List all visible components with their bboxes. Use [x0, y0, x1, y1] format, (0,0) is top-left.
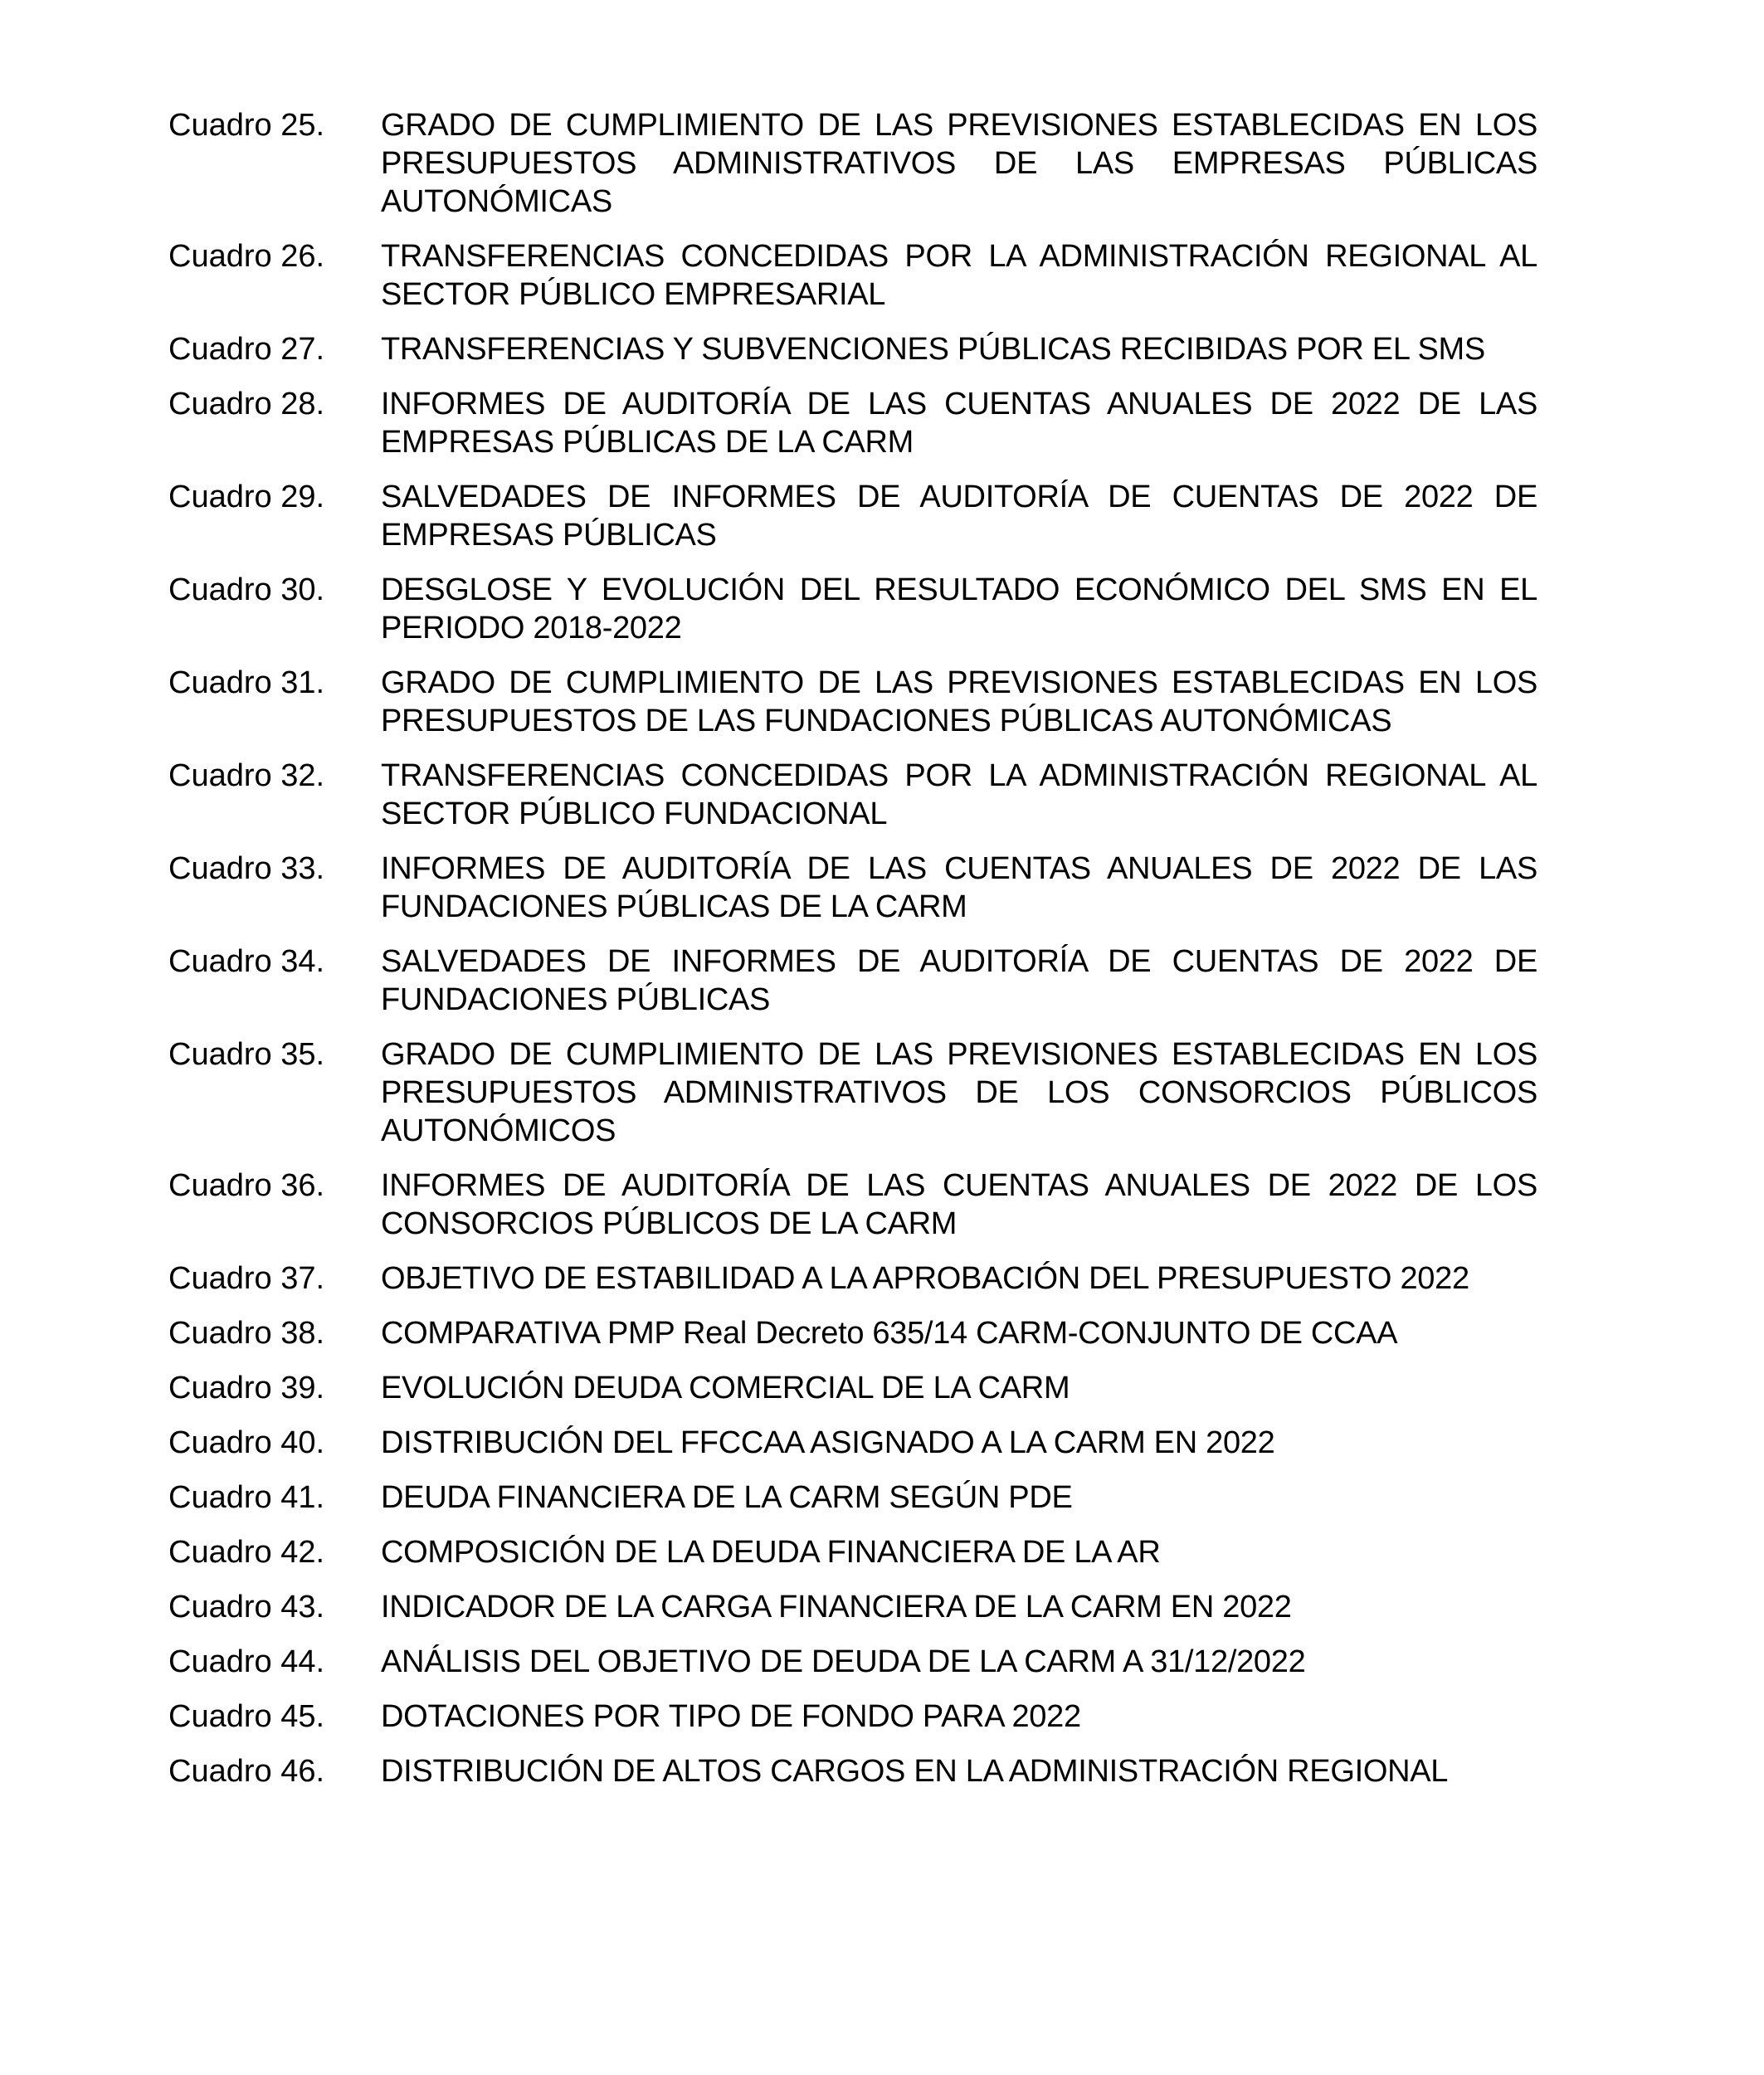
toc-entry-title: DESGLOSE Y EVOLUCIÓN DEL RESULTADO ECONÓMICO DEL SMS EN EL PERIODO 2018-2022 — [381, 572, 1537, 645]
toc-entry-number: Cuadro 27. — [168, 332, 325, 367]
toc-entry — [168, 1752, 1537, 1790]
toc-entry-title: ANÁLISIS DEL OBJETIVO DE DEUDA DE LA CARM A 31/12/2022 — [381, 1644, 1306, 1679]
toc-entry-title: GRADO DE CUMPLIMIENTO DE LAS PREVISIONES ESTABLECIDAS EN LOS PRESUPUESTOS ADMINISTRATIVOS DE LAS EMPRESAS PÚBLICAS AUTONÓMICAS — [381, 108, 1537, 219]
toc-entry-title: COMPARATIVA PMP Real Decreto 635/14 CARM-CONJUNTO DE CCAA — [381, 1316, 1398, 1351]
toc-entry-number: Cuadro 45. — [168, 1699, 325, 1734]
toc-entry — [168, 1698, 1537, 1736]
toc-entry-title: DISTRIBUCIÓN DE ALTOS CARGOS EN LA ADMINISTRACIÓN REGIONAL — [381, 1754, 1449, 1789]
toc-entry-number: Cuadro 44. — [168, 1644, 325, 1679]
toc-entry — [168, 1643, 1537, 1681]
toc-entry-number: Cuadro 43. — [168, 1590, 325, 1624]
toc-entry-number: Cuadro 39. — [168, 1371, 325, 1405]
toc-entry — [168, 757, 1537, 833]
toc-entry-number: Cuadro 28. — [168, 387, 325, 421]
toc-entry — [168, 330, 1537, 368]
toc-entry — [168, 943, 1537, 1019]
toc-entry — [168, 1478, 1537, 1517]
toc-entry — [168, 1588, 1537, 1626]
toc-entry — [168, 571, 1537, 647]
toc-entry-title: COMPOSICIÓN DE LA DEUDA FINANCIERA DE LA AR — [381, 1535, 1161, 1570]
toc-entry — [168, 1167, 1537, 1243]
toc-entry-number: Cuadro 42. — [168, 1535, 325, 1570]
toc-entry-number: Cuadro 33. — [168, 851, 325, 886]
toc-entry-title: EVOLUCIÓN DEUDA COMERCIAL DE LA CARM — [381, 1371, 1070, 1405]
toc-entry-number: Cuadro 26. — [168, 239, 325, 274]
toc-entry-number: Cuadro 25. — [168, 108, 325, 143]
toc-entry — [168, 1259, 1537, 1298]
toc-entry-title: SALVEDADES DE INFORMES DE AUDITORÍA DE CUENTAS DE 2022 DE EMPRESAS PÚBLICAS — [381, 480, 1537, 553]
toc-entry-number: Cuadro 30. — [168, 572, 325, 607]
toc-entry-title: DOTACIONES POR TIPO DE FONDO PARA 2022 — [381, 1699, 1081, 1734]
toc-entry — [168, 478, 1537, 554]
toc-entry-number: Cuadro 36. — [168, 1168, 325, 1203]
toc-entry-title: TRANSFERENCIAS CONCEDIDAS POR LA ADMINISTRACIÓN REGIONAL AL SECTOR PÚBLICO EMPRESARIAL — [381, 239, 1537, 312]
toc-entry-title: INFORMES DE AUDITORÍA DE LAS CUENTAS ANUALES DE 2022 DE LAS FUNDACIONES PÚBLICAS DE LA CARM — [381, 851, 1537, 924]
table-of-contents-list — [168, 106, 1537, 1807]
toc-entry — [168, 1314, 1537, 1352]
toc-entry — [168, 1035, 1537, 1150]
toc-entry-number: Cuadro 35. — [168, 1037, 325, 1072]
toc-entry-title: TRANSFERENCIAS CONCEDIDAS POR LA ADMINISTRACIÓN REGIONAL AL SECTOR PÚBLICO FUNDACIONAL — [381, 758, 1537, 831]
toc-entry-title: OBJETIVO DE ESTABILIDAD A LA APROBACIÓN DEL PRESUPUESTO 2022 — [381, 1261, 1469, 1296]
toc-entry — [168, 106, 1537, 221]
toc-entry — [168, 1424, 1537, 1462]
toc-entry-title: INFORMES DE AUDITORÍA DE LAS CUENTAS ANUALES DE 2022 DE LOS CONSORCIOS PÚBLICOS DE LA CARM — [381, 1168, 1537, 1241]
toc-entry — [168, 664, 1537, 740]
toc-entry-number: Cuadro 37. — [168, 1261, 325, 1296]
toc-entry-number: Cuadro 34. — [168, 944, 325, 979]
toc-entry — [168, 1533, 1537, 1571]
toc-entry-title: DEUDA FINANCIERA DE LA CARM SEGÚN PDE — [381, 1480, 1073, 1515]
toc-entry-title: INFORMES DE AUDITORÍA DE LAS CUENTAS ANUALES DE 2022 DE LAS EMPRESAS PÚBLICAS DE LA CARM — [381, 387, 1537, 460]
toc-entry-title: GRADO DE CUMPLIMIENTO DE LAS PREVISIONES ESTABLECIDAS EN LOS PRESUPUESTOS DE LAS FUNDACIONES PÚBLICAS AUTONÓMICAS — [381, 665, 1537, 738]
toc-entry-number: Cuadro 46. — [168, 1754, 325, 1789]
toc-entry-number: Cuadro 31. — [168, 665, 325, 700]
toc-entry-number: Cuadro 38. — [168, 1316, 325, 1351]
toc-entry-title: GRADO DE CUMPLIMIENTO DE LAS PREVISIONES ESTABLECIDAS EN LOS PRESUPUESTOS ADMINISTRATIVOS DE LOS CONSORCIOS PÚBLICOS AUTONÓMICOS — [381, 1037, 1537, 1148]
toc-entry — [168, 850, 1537, 926]
toc-entry-title: INDICADOR DE LA CARGA FINANCIERA DE LA CARM EN 2022 — [381, 1590, 1292, 1624]
toc-entry-title: SALVEDADES DE INFORMES DE AUDITORÍA DE CUENTAS DE 2022 DE FUNDACIONES PÚBLICAS — [381, 944, 1537, 1017]
toc-entry — [168, 237, 1537, 314]
toc-entry — [168, 1369, 1537, 1407]
toc-entry-number: Cuadro 29. — [168, 480, 325, 514]
toc-entry-number: Cuadro 32. — [168, 758, 325, 793]
toc-entry-title: TRANSFERENCIAS Y SUBVENCIONES PÚBLICAS RECIBIDAS POR EL SMS — [381, 332, 1485, 367]
toc-entry-number: Cuadro 41. — [168, 1480, 325, 1515]
toc-entry-number: Cuadro 40. — [168, 1425, 325, 1460]
toc-entry — [168, 385, 1537, 461]
toc-entry-title: DISTRIBUCIÓN DEL FFCCAA ASIGNADO A LA CARM EN 2022 — [381, 1425, 1275, 1460]
